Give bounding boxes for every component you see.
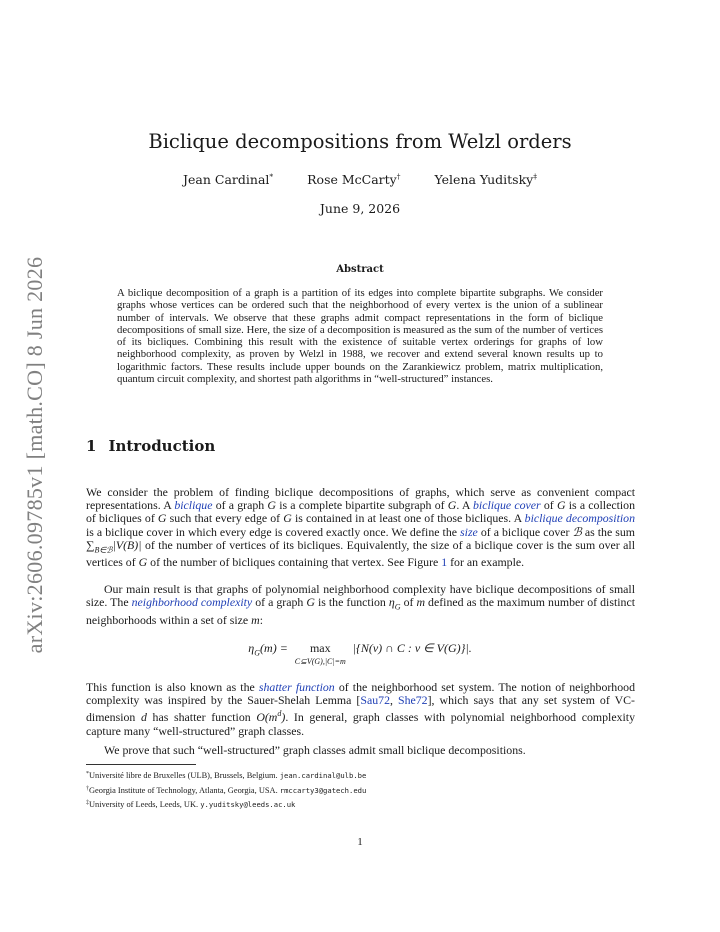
- sum-expression: $\sum_{B\in ℬ}|V(B)|$: [86, 537, 142, 555]
- citation-link-sau72[interactable]: Sau72: [360, 693, 390, 708]
- paragraph-2: Our main result is that graphs of polynomial neighborhood complexity have biclique decompositions of small size. The neighborhood complexity of a graph G is the function $\eta_G$ of m defined as the maximum number of distinct neighborhoods within a set of size m:: [86, 582, 635, 627]
- arxiv-identifier-text: arXiv:2606.09785v1 [math.CO] 8 Jun 2026: [22, 256, 47, 654]
- footnote-2: †Georgia Institute of Technology, Atlanta, Georgia, USA. rmccarty3@gatech.edu: [86, 785, 367, 795]
- email-link[interactable]: rmccarty3@gatech.edu: [279, 785, 367, 795]
- display-equation: $\eta_G(m) = \max$ C⊆V(G),|C|=m |{N(v) ∩ C : v ∈ V(G)}|.: [248, 641, 472, 666]
- email-link[interactable]: y.yuditsky@leeds.ac.uk: [200, 800, 296, 810]
- section-title: Introduction: [108, 437, 216, 455]
- abstract-heading: Abstract: [336, 264, 384, 275]
- author-3: [434, 172, 536, 187]
- paragraph-3: This function is also known as the shatter function of the neighborhood set system. The notion of neighborhood complexity was inspired by the Sauer-Shelah Lemma [Sau72, She72], which says that any set system of VC-dimension d has shatter function $O(m^d)$. In general, graph classes with polynomial neighborhood complexity capture many “well-structured” graph classes.: [86, 680, 636, 738]
- term-link-neighborhood-complexity[interactable]: neighborhood complexity: [131, 595, 253, 610]
- affiliation-mark: *: [269, 172, 274, 181]
- author-1: [183, 172, 273, 187]
- term-link-biclique[interactable]: biclique: [174, 498, 213, 513]
- paper-date: June 9, 2026: [319, 201, 401, 216]
- arxiv-identifier: [18, 255, 52, 655]
- author-list: [0, 172, 720, 187]
- term-link-biclique-cover[interactable]: biclique cover: [472, 498, 541, 513]
- term-link-size[interactable]: size: [460, 524, 478, 539]
- term-link-biclique-decomposition[interactable]: biclique decomposition: [524, 511, 636, 526]
- author-name: Jean Cardinal: [183, 172, 270, 187]
- figure-reference-link[interactable]: 1: [441, 555, 448, 570]
- paper-title: Biclique decompositions from Welzl orders: [148, 130, 572, 153]
- abstract-text: A biclique decomposition of a graph is a partition of its edges into complete bipartite subgraphs. We consider graphs whose vertices can be ordered such that the neighborhood of every vertex is the union of a sublinear number of intervals. We observe that these graphs admit compact representations in the form of biclique decompositions of small size. Here, the size of a decomposition is measured as the sum of the number of vertices of its bicliques. Combining this result with the existence of suitable vertex orderings for graphs of low neighborhood complexity, as proven by Welzl in 1988, we recover and extend several known results up to logarithmic factors. These results include upper bounds on the Zarankiewicz problem, matrix multiplication, quantum circuit complexity, and shortest path algorithms in “well-structured” instances.: [117, 287, 603, 385]
- author-name: Yelena Yuditsky: [434, 172, 534, 187]
- term-link-shatter-function[interactable]: shatter function: [258, 680, 335, 694]
- section-heading: [86, 437, 215, 455]
- footnotes: [86, 768, 366, 812]
- affiliation-mark: †: [396, 172, 401, 181]
- footnote-divider: [86, 764, 196, 765]
- citation-link-she72[interactable]: She72: [397, 693, 428, 708]
- paragraph-4: We prove that such “well-structured” graph classes admit small biclique decompositions.: [104, 743, 526, 757]
- footnote-3: ‡University of Leeds, Leeds, UK. y.yuditsky@leeds.ac.uk: [86, 800, 296, 810]
- author-name: Rose McCarty: [307, 172, 397, 187]
- author-2: [307, 172, 400, 187]
- affiliation-mark: ‡: [533, 172, 537, 181]
- paragraph-1: We consider the problem of finding biclique decompositions of graphs, which serve as convenient compact representations. A biclique of a graph G is a complete bipartite subgraph of G. A biclique cover of G is a collection of bicliques of G such that every edge of G is contained in at least one of those bicliques. A biclique decomposition is a biclique cover in which every edge is covered exactly once. We define the size of a biclique cover ℬ as the sum $\sum_{B\in ℬ}|V(B)|$ of the number of vertices of its bicliques. Equivalently, the size of a biclique cover is the sum over all vertices of G of the number of bicliques containing that vertex. See Figure 1 for an example.: [86, 485, 636, 570]
- section-number: 1: [86, 437, 97, 455]
- page-number: 1: [357, 836, 363, 848]
- footnote-1: *Université libre de Bruxelles (ULB), Brussels, Belgium. jean.cardinal@ulb.be: [86, 771, 367, 780]
- email-link[interactable]: jean.cardinal@ulb.be: [279, 771, 367, 780]
